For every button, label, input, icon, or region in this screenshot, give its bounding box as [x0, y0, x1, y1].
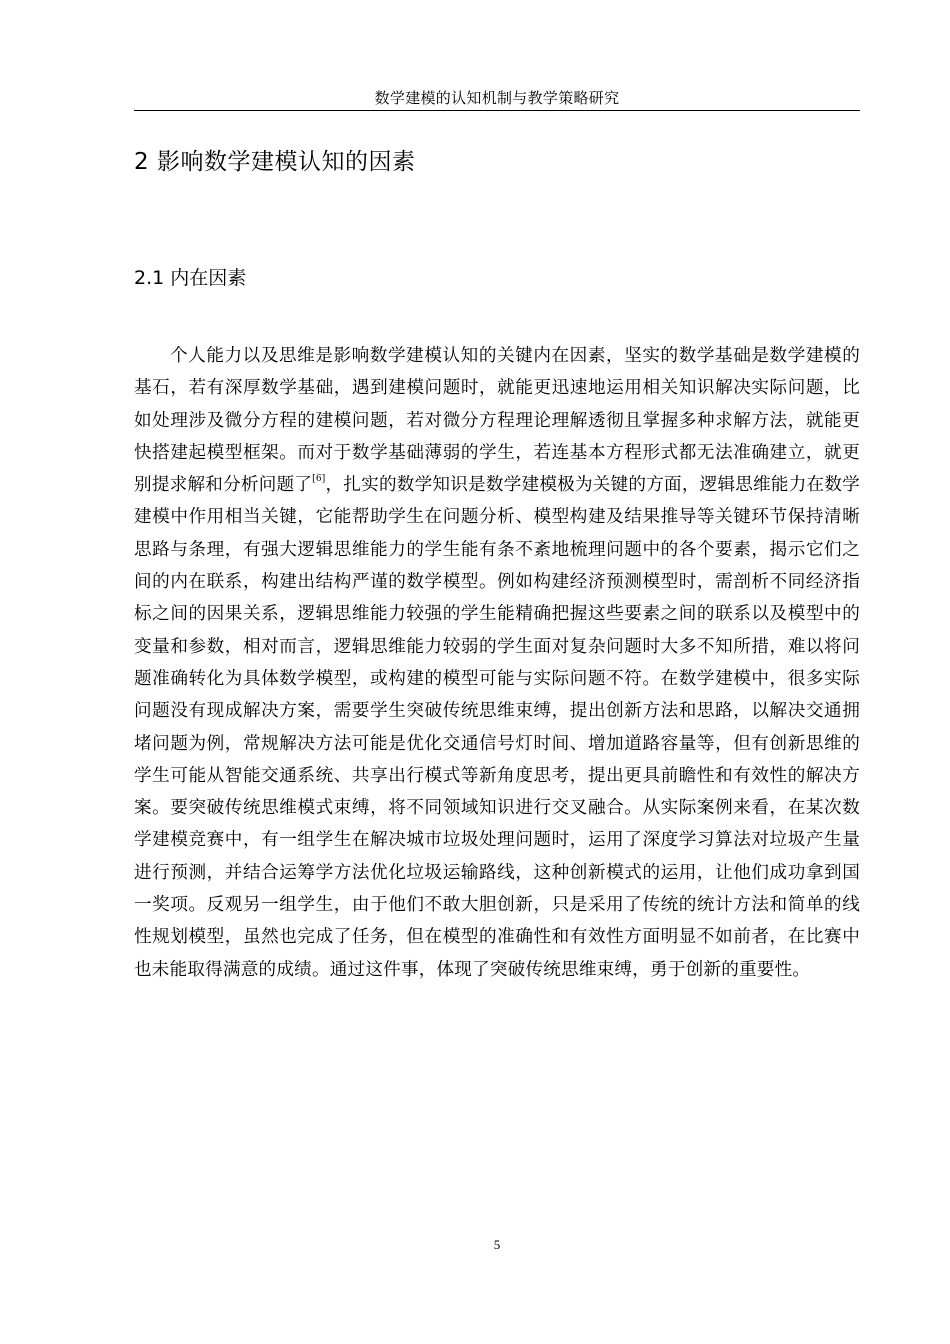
section-title: 2.1 内在因素: [134, 267, 247, 289]
paragraph-text-part-2: ，扎实的数学知识是数学建模极为关键的方面，逻辑思维能力在数学建模中作用相当关键，它能帮助学生在问题分析、模型构建及结果推导等关键环节保持清晰思路与条理，有强大逻辑思维能力的学生能有条不紊地梳理问题中的各个要素，揭示它们之间的内在联系，构建出结构严谨的数学模型。例如构建经济预测模型时，需剖析不同经济指标之间的因果关系，逻辑思维能力较强的学生能精确把握这些要素之间的联系以及模型中的变量和参数，相对而言，逻辑思维能力较弱的学生面对复杂问题时大多不知所措，难以将问题准确转化为具体数学模型，或构建的模型可能与实际问题不符。在数学建模中，很多实际问题没有现成解决方案，需要学生突破传统思维束缚，提出创新方法和思路，以解决交通拥堵问题为例，常规解决方法可能是优化交通信号灯时间、增加道路容量等，但有创新思维的学生可能从智能交通系统、共享出行模式等新角度思考，提出更具前瞻性和有效性的解决方案。要突破传统思维模式束缚，将不同领域知识进行交叉融合。从实际案例来看，在某次数学建模竞赛中，有一组学生在解决城市垃圾处理问题时，运用了深度学习算法对垃圾产生量进行预测，并结合运筹学方法优化垃圾运输路线，这种创新模式的运用，让他们成功拿到国一奖项。反观另一组学生，由于他们不敢大胆创新，只是采用了传统的统计方法和简单的线性规划模型，虽然也完成了任务，但在模型的准确性和有效性方面明显不如前者，在比赛中也未能取得满意的成绩。通过这件事，体现了突破传统思维束缚，勇于创新的重要性。: [134, 475, 860, 980]
chapter-title: 2 影响数学建模认知的因素: [134, 149, 416, 175]
citation-reference[interactable]: [6]: [312, 474, 326, 485]
body-paragraph: [134, 340, 860, 986]
paragraph-text-part-1: 个人能力以及思维是影响数学建模认知的关键内在因素，坚实的数学基础是数学建模的基石，若有深厚数学基础，遇到建模问题时，就能更迅速地运用相关知识解决实际问题，比如处理涉及微分方程的建模问题，若对微分方程理论理解透彻且掌握多种求解方法，就能更快搭建起模型框架。而对于数学基础薄弱的学生，若连基本方程形式都无法准确建立，就更别提求解和分析问题了: [134, 346, 860, 496]
running-header: 数学建模的认知机制与教学策略研究: [374, 89, 620, 107]
page-number: 5: [493, 1237, 501, 1252]
header-divider: [134, 110, 860, 111]
